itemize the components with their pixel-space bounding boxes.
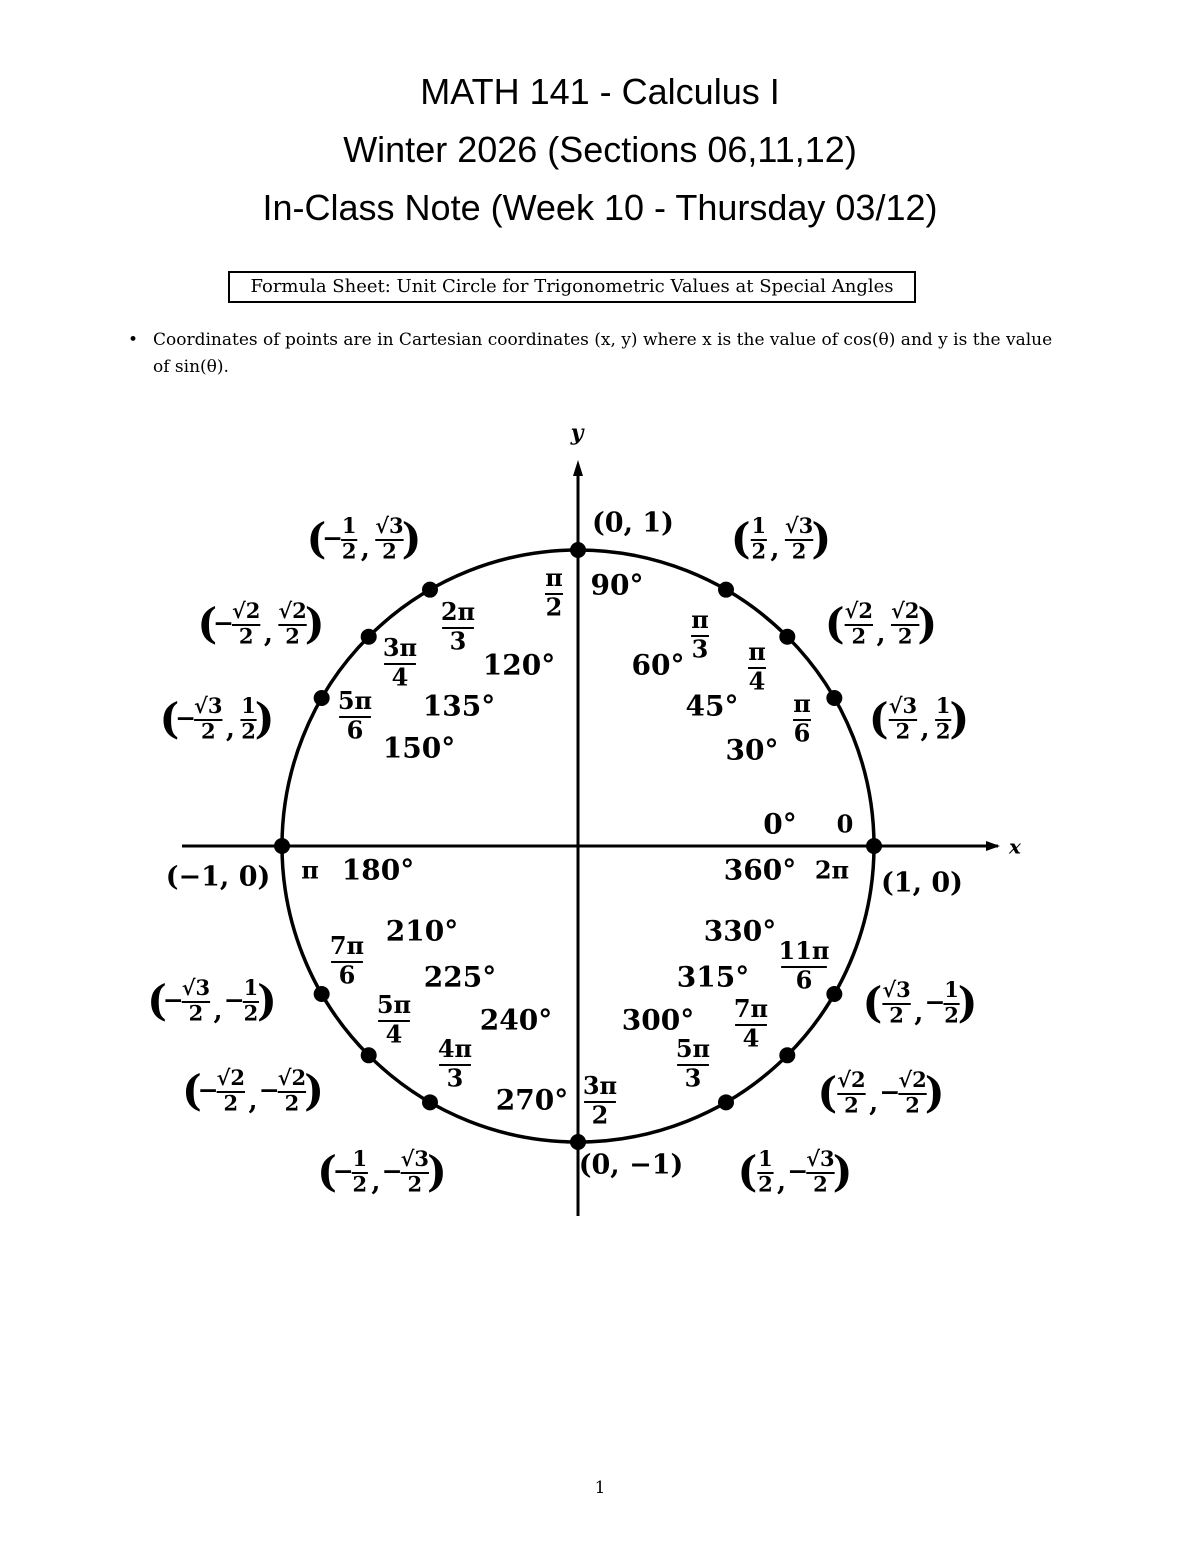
point-marker xyxy=(361,1047,377,1063)
radian-label-denominator: 3 xyxy=(446,1063,464,1093)
coordinate-label-minus: − xyxy=(322,523,344,553)
coordinate-label-component-numerator: √2 xyxy=(837,1066,866,1092)
coordinate-label-component xyxy=(194,693,222,744)
degree-label: 300° xyxy=(621,1003,695,1037)
coordinate-label-comma: , xyxy=(914,998,924,1028)
coordinate-label-component-denominator: 2 xyxy=(223,1090,239,1116)
coordinate-label-component-numerator: √2 xyxy=(231,597,261,623)
point-marker xyxy=(866,838,882,854)
coordinate-label-component xyxy=(845,598,873,649)
radian-label-numerator: 3π xyxy=(382,633,418,663)
coordinate-label-component-denominator: 2 xyxy=(352,1171,368,1197)
coordinate-label-component xyxy=(891,598,919,649)
coordinate-label-minus: − xyxy=(381,1156,403,1186)
radian-label xyxy=(377,990,411,1048)
radian-label-numerator: 5π xyxy=(337,686,373,716)
coordinate-label-close-paren: ) xyxy=(917,599,938,648)
point-marker xyxy=(570,542,586,558)
coordinate-label xyxy=(147,975,277,1026)
x-axis-label: x xyxy=(1009,834,1021,859)
degree-label: 0° xyxy=(763,807,797,841)
coordinate-label xyxy=(592,508,674,539)
coordinate-label-component-denominator: 2 xyxy=(200,718,216,744)
point-marker xyxy=(718,582,734,598)
coordinate-label-component-numerator: √3 xyxy=(194,692,223,718)
bullet-icon: • xyxy=(128,330,139,350)
coordinate-label-close-paren: ) xyxy=(304,1066,324,1115)
coordinate-label-close-paren: ) xyxy=(304,599,325,648)
coordinate-label-open-paren: ( xyxy=(730,514,751,563)
coordinate-label-component xyxy=(837,1067,865,1118)
x-axis-arrow xyxy=(986,841,1000,851)
coordinate-label-component xyxy=(232,598,260,649)
coordinate-label-comma: , xyxy=(920,714,930,744)
coordinate-label-component-numerator: 1 xyxy=(935,692,951,718)
coordinate-label xyxy=(197,598,324,649)
page-number: 1 xyxy=(594,1478,606,1498)
coordinate-label-component-numerator: √3 xyxy=(375,512,404,538)
degree-label: 60° xyxy=(631,648,685,682)
coordinate-label-component-numerator: 1 xyxy=(944,976,959,1002)
coordinate-label-minus: − xyxy=(223,985,245,1015)
coordinate-label-component-denominator: 2 xyxy=(188,1000,204,1026)
coordinate-label-close-paren: ) xyxy=(957,978,978,1027)
coordinate-label-component xyxy=(352,1146,368,1197)
coordinate-label-component-denominator: 2 xyxy=(813,1171,828,1197)
coordinate-label-minus: − xyxy=(879,1077,901,1107)
coordinate-label-component xyxy=(806,1146,834,1197)
coordinate-label-component-denominator: 2 xyxy=(844,1092,859,1118)
coordinate-label-component xyxy=(757,1146,773,1197)
coordinate-label xyxy=(825,598,938,649)
coordinate-label-component xyxy=(375,513,403,564)
radian-label xyxy=(837,810,854,839)
degree-label: 135° xyxy=(422,689,496,723)
coordinate-label-open-paren: ( xyxy=(862,978,883,1027)
coordinate-label-component-denominator: 2 xyxy=(284,1090,300,1116)
coordinate-label-component-numerator: √2 xyxy=(898,1066,927,1092)
coordinate-label-component-denominator: 2 xyxy=(791,538,807,564)
coordinate-label-minus: − xyxy=(162,985,184,1015)
coordinate-label-component-denominator: 2 xyxy=(851,623,867,649)
degree-label: 150° xyxy=(382,731,456,765)
coordinate-label-open-paren: ( xyxy=(197,599,218,648)
coordinate-label-close-paren: ) xyxy=(401,514,422,563)
radian-label-numerator: π xyxy=(691,605,709,635)
radian-label-denominator: 4 xyxy=(748,666,766,696)
coordinate-label-component-numerator: √2 xyxy=(890,597,920,623)
radian-label-numerator: 7π xyxy=(733,994,769,1024)
point-marker xyxy=(274,838,290,854)
coordinate-label-comma: , xyxy=(371,1167,381,1197)
radian-label xyxy=(779,936,830,994)
radian-label-numerator: 4π xyxy=(437,1034,473,1064)
coordinate-label-component-denominator: 2 xyxy=(905,1092,920,1118)
point-marker xyxy=(314,690,330,706)
coordinate-label-open-paren: ( xyxy=(182,1066,202,1115)
coordinate-label-component-denominator: 2 xyxy=(285,623,300,649)
degree-label: 240° xyxy=(479,1003,553,1037)
radian-label xyxy=(338,686,372,744)
radian-label xyxy=(748,637,766,695)
coordinate-label-component-numerator: √3 xyxy=(784,512,814,538)
degree-label: 225° xyxy=(423,960,497,994)
coordinate-label-close-paren: ) xyxy=(832,1147,853,1196)
coordinate-label-component-numerator: 1 xyxy=(241,692,256,718)
coordinate-label-minus: − xyxy=(213,608,235,638)
coordinate-label-comma: , xyxy=(213,996,223,1026)
point-marker xyxy=(422,1094,438,1110)
radian-label-numerator: 5π xyxy=(675,1034,711,1064)
point-marker xyxy=(570,1134,586,1150)
coordinate-label-close-paren: ) xyxy=(257,976,277,1025)
coordinate-label-component-denominator: 2 xyxy=(889,1002,904,1028)
coordinate-label-component-denominator: 2 xyxy=(241,718,256,744)
coordinate-label-component-numerator: √2 xyxy=(277,1064,307,1090)
coordinate-label-minus: − xyxy=(175,703,197,733)
coordinate-label-close-paren: ) xyxy=(427,1147,447,1196)
radian-label-numerator: 5π xyxy=(376,990,412,1020)
coordinate-label-minus: − xyxy=(332,1156,354,1186)
coordinate-label-component-denominator: 2 xyxy=(407,1171,423,1197)
degree-label: 180° xyxy=(341,853,415,887)
coordinate-label-open-paren: ( xyxy=(147,976,167,1025)
radian-label xyxy=(301,856,319,885)
coordinate-label-component-numerator: √3 xyxy=(806,1145,835,1171)
coordinate-label-component-numerator: 1 xyxy=(758,1145,773,1171)
radian-label-denominator: 4 xyxy=(742,1023,760,1053)
coordinate-label-component xyxy=(882,977,910,1028)
radian-label-text: 0 xyxy=(836,809,854,839)
coordinate-label-component xyxy=(751,513,767,564)
coordinate-label-component xyxy=(278,1065,306,1116)
radian-label-numerator: 11π xyxy=(778,936,830,966)
radian-label-denominator: 4 xyxy=(385,1019,403,1049)
coordinate-label-component-denominator: 2 xyxy=(341,538,357,564)
coordinate-label-component-numerator: 1 xyxy=(352,1145,368,1171)
radian-label xyxy=(793,689,811,747)
coordinate-label-component-numerator: √3 xyxy=(400,1145,430,1171)
coordinate-label-component-numerator: √2 xyxy=(844,597,874,623)
radian-label-text: π xyxy=(301,855,319,885)
radian-label-denominator: 4 xyxy=(391,662,409,692)
coordinate-label-component-denominator: 2 xyxy=(243,1000,259,1026)
coordinate-label-component-numerator: 1 xyxy=(243,974,259,1000)
coordinate-label-component xyxy=(217,1065,245,1116)
coordinate-label xyxy=(306,513,421,564)
coordinate-label-open-paren: ( xyxy=(317,1147,337,1196)
coordinate-label-component-numerator: √3 xyxy=(181,974,211,1000)
coordinate-label xyxy=(737,1146,852,1197)
radian-label-denominator: 3 xyxy=(449,626,467,656)
coordinate-label-minus: − xyxy=(197,1075,219,1105)
coordinate-label-comma: , xyxy=(777,1167,787,1197)
coordinate-label-minus: − xyxy=(787,1156,809,1186)
radian-label-numerator: 7π xyxy=(329,931,365,961)
radian-label xyxy=(815,856,849,885)
radian-label xyxy=(734,994,768,1052)
coordinate-label-component xyxy=(785,513,813,564)
coordinate-label xyxy=(862,977,977,1028)
radian-label xyxy=(545,563,563,621)
radian-label-text: 2π xyxy=(814,855,850,885)
coordinate-label-comma: , xyxy=(225,714,235,744)
coordinate-label-component-numerator: √3 xyxy=(882,976,911,1002)
coordinate-label-component-denominator: 2 xyxy=(238,623,254,649)
angle-marks xyxy=(147,508,977,1198)
coordinate-label-open-paren: ( xyxy=(868,694,889,743)
coordinate-label-component-numerator: √2 xyxy=(216,1064,246,1090)
radian-label-numerator: π xyxy=(793,689,811,719)
point-marker xyxy=(779,1047,795,1063)
coordinate-label-component xyxy=(898,1067,926,1118)
radian-label-numerator: 3π xyxy=(582,1071,618,1101)
radian-label xyxy=(691,605,709,663)
coordinate-label xyxy=(881,868,963,899)
degree-label: 270° xyxy=(495,1083,569,1117)
coordinate-label xyxy=(317,1146,447,1197)
degree-label: 315° xyxy=(676,960,750,994)
coordinate-label-close-paren: ) xyxy=(811,514,832,563)
coordinate-label-comma: , xyxy=(876,619,886,649)
radian-label-denominator: 3 xyxy=(691,634,709,664)
radian-label-numerator: π xyxy=(545,563,563,593)
coordinate-label xyxy=(579,1150,684,1181)
coordinate-label xyxy=(869,693,969,744)
coordinate-label-minus: − xyxy=(924,987,946,1017)
y-axis-arrow xyxy=(573,460,583,476)
degree-label: 120° xyxy=(482,648,556,682)
point-marker xyxy=(361,629,377,645)
coordinate-label-component-denominator: 2 xyxy=(895,718,911,744)
coordinate-label-component xyxy=(182,975,210,1026)
radian-label xyxy=(676,1034,710,1092)
coordinate-label xyxy=(159,693,274,744)
coordinate-label-open-paren: ( xyxy=(824,599,845,648)
degree-label: 330° xyxy=(703,914,777,948)
note-title: In-Class Note (Week 10 - Thursday 03/12) xyxy=(262,187,938,228)
bullet-text: Coordinates of points are in Cartesian coordinates (x, y) where x is the value of cos(θ) and y is the value of sin(θ). xyxy=(153,330,1053,377)
coordinate-label-comma: , xyxy=(869,1088,879,1118)
formula-sheet-title: Formula Sheet: Unit Circle for Trigonometric Values at Special Angles xyxy=(228,271,916,303)
coordinate-label-component-denominator: 2 xyxy=(935,718,951,744)
degree-label: 210° xyxy=(385,914,459,948)
coordinate-label-component-denominator: 2 xyxy=(382,538,397,564)
radian-label-denominator: 6 xyxy=(338,960,356,990)
radian-label xyxy=(330,931,364,989)
coordinate-label-text: (0, −1) xyxy=(578,1149,684,1181)
degree-label: 90° xyxy=(590,568,644,602)
radian-label-denominator: 6 xyxy=(795,965,813,995)
coordinate-label-component xyxy=(889,693,917,744)
coordinate-label xyxy=(817,1067,944,1118)
radian-label xyxy=(441,597,475,655)
radian-label-numerator: 2π xyxy=(440,597,476,627)
coordinate-label-component xyxy=(341,513,357,564)
coordinate-label-minus: − xyxy=(258,1075,280,1105)
radian-label-denominator: 6 xyxy=(793,718,811,748)
coordinate-label xyxy=(166,862,271,893)
coordinate-label-component-denominator: 2 xyxy=(897,623,913,649)
degree-label: 30° xyxy=(725,733,779,767)
coordinate-label-open-paren: ( xyxy=(159,694,180,743)
radian-label-denominator: 2 xyxy=(545,592,563,622)
coordinate-label-text: (1, 0) xyxy=(881,867,963,899)
radian-label-denominator: 6 xyxy=(346,715,364,745)
coordinate-label-open-paren: ( xyxy=(737,1147,758,1196)
coordinate-label-text: (−1, 0) xyxy=(165,861,271,893)
coordinate-label-open-paren: ( xyxy=(306,514,327,563)
coordinate-label-component-numerator: √3 xyxy=(888,692,918,718)
coordinate-label-component-denominator: 2 xyxy=(751,538,767,564)
coordinate-label-comma: , xyxy=(248,1086,258,1116)
course-title: MATH 141 - Calculus I xyxy=(420,71,780,112)
coordinate-label-comma: , xyxy=(263,619,273,649)
radian-label-denominator: 3 xyxy=(684,1063,702,1093)
y-axis-label: y xyxy=(570,420,584,446)
coordinate-label-component-numerator: 1 xyxy=(341,512,357,538)
radian-label xyxy=(583,1071,617,1129)
degree-label: 45° xyxy=(685,689,739,723)
point-marker xyxy=(422,582,438,598)
coordinate-label-close-paren: ) xyxy=(924,1068,945,1117)
term-title: Winter 2026 (Sections 06,11,12) xyxy=(343,129,857,170)
coordinate-label-component-denominator: 2 xyxy=(758,1171,773,1197)
coordinate-label-component xyxy=(278,598,306,649)
coordinate-label-component xyxy=(401,1146,429,1197)
coordinate-label-comma: , xyxy=(360,534,370,564)
radian-label xyxy=(383,633,417,691)
point-marker xyxy=(718,1094,734,1110)
coordinate-label-text: (0, 1) xyxy=(592,507,674,539)
point-marker xyxy=(314,986,330,1002)
coordinate-label-close-paren: ) xyxy=(949,694,970,743)
degree-label: 360° xyxy=(723,853,797,887)
coordinate-label-component-numerator: √2 xyxy=(278,597,307,623)
coordinate-label-comma: , xyxy=(770,534,780,564)
point-marker xyxy=(826,690,842,706)
radian-label-denominator: 2 xyxy=(591,1100,609,1130)
coordinate-label-open-paren: ( xyxy=(817,1068,838,1117)
radian-label-numerator: π xyxy=(748,637,766,667)
coordinate-label xyxy=(182,1065,324,1116)
coordinate-label xyxy=(731,513,831,564)
point-marker xyxy=(826,986,842,1002)
point-marker xyxy=(779,629,795,645)
coordinate-label-component-denominator: 2 xyxy=(944,1002,959,1028)
radian-label xyxy=(438,1034,472,1092)
coordinate-label-component-numerator: 1 xyxy=(751,512,767,538)
coordinate-label-close-paren: ) xyxy=(254,694,275,743)
